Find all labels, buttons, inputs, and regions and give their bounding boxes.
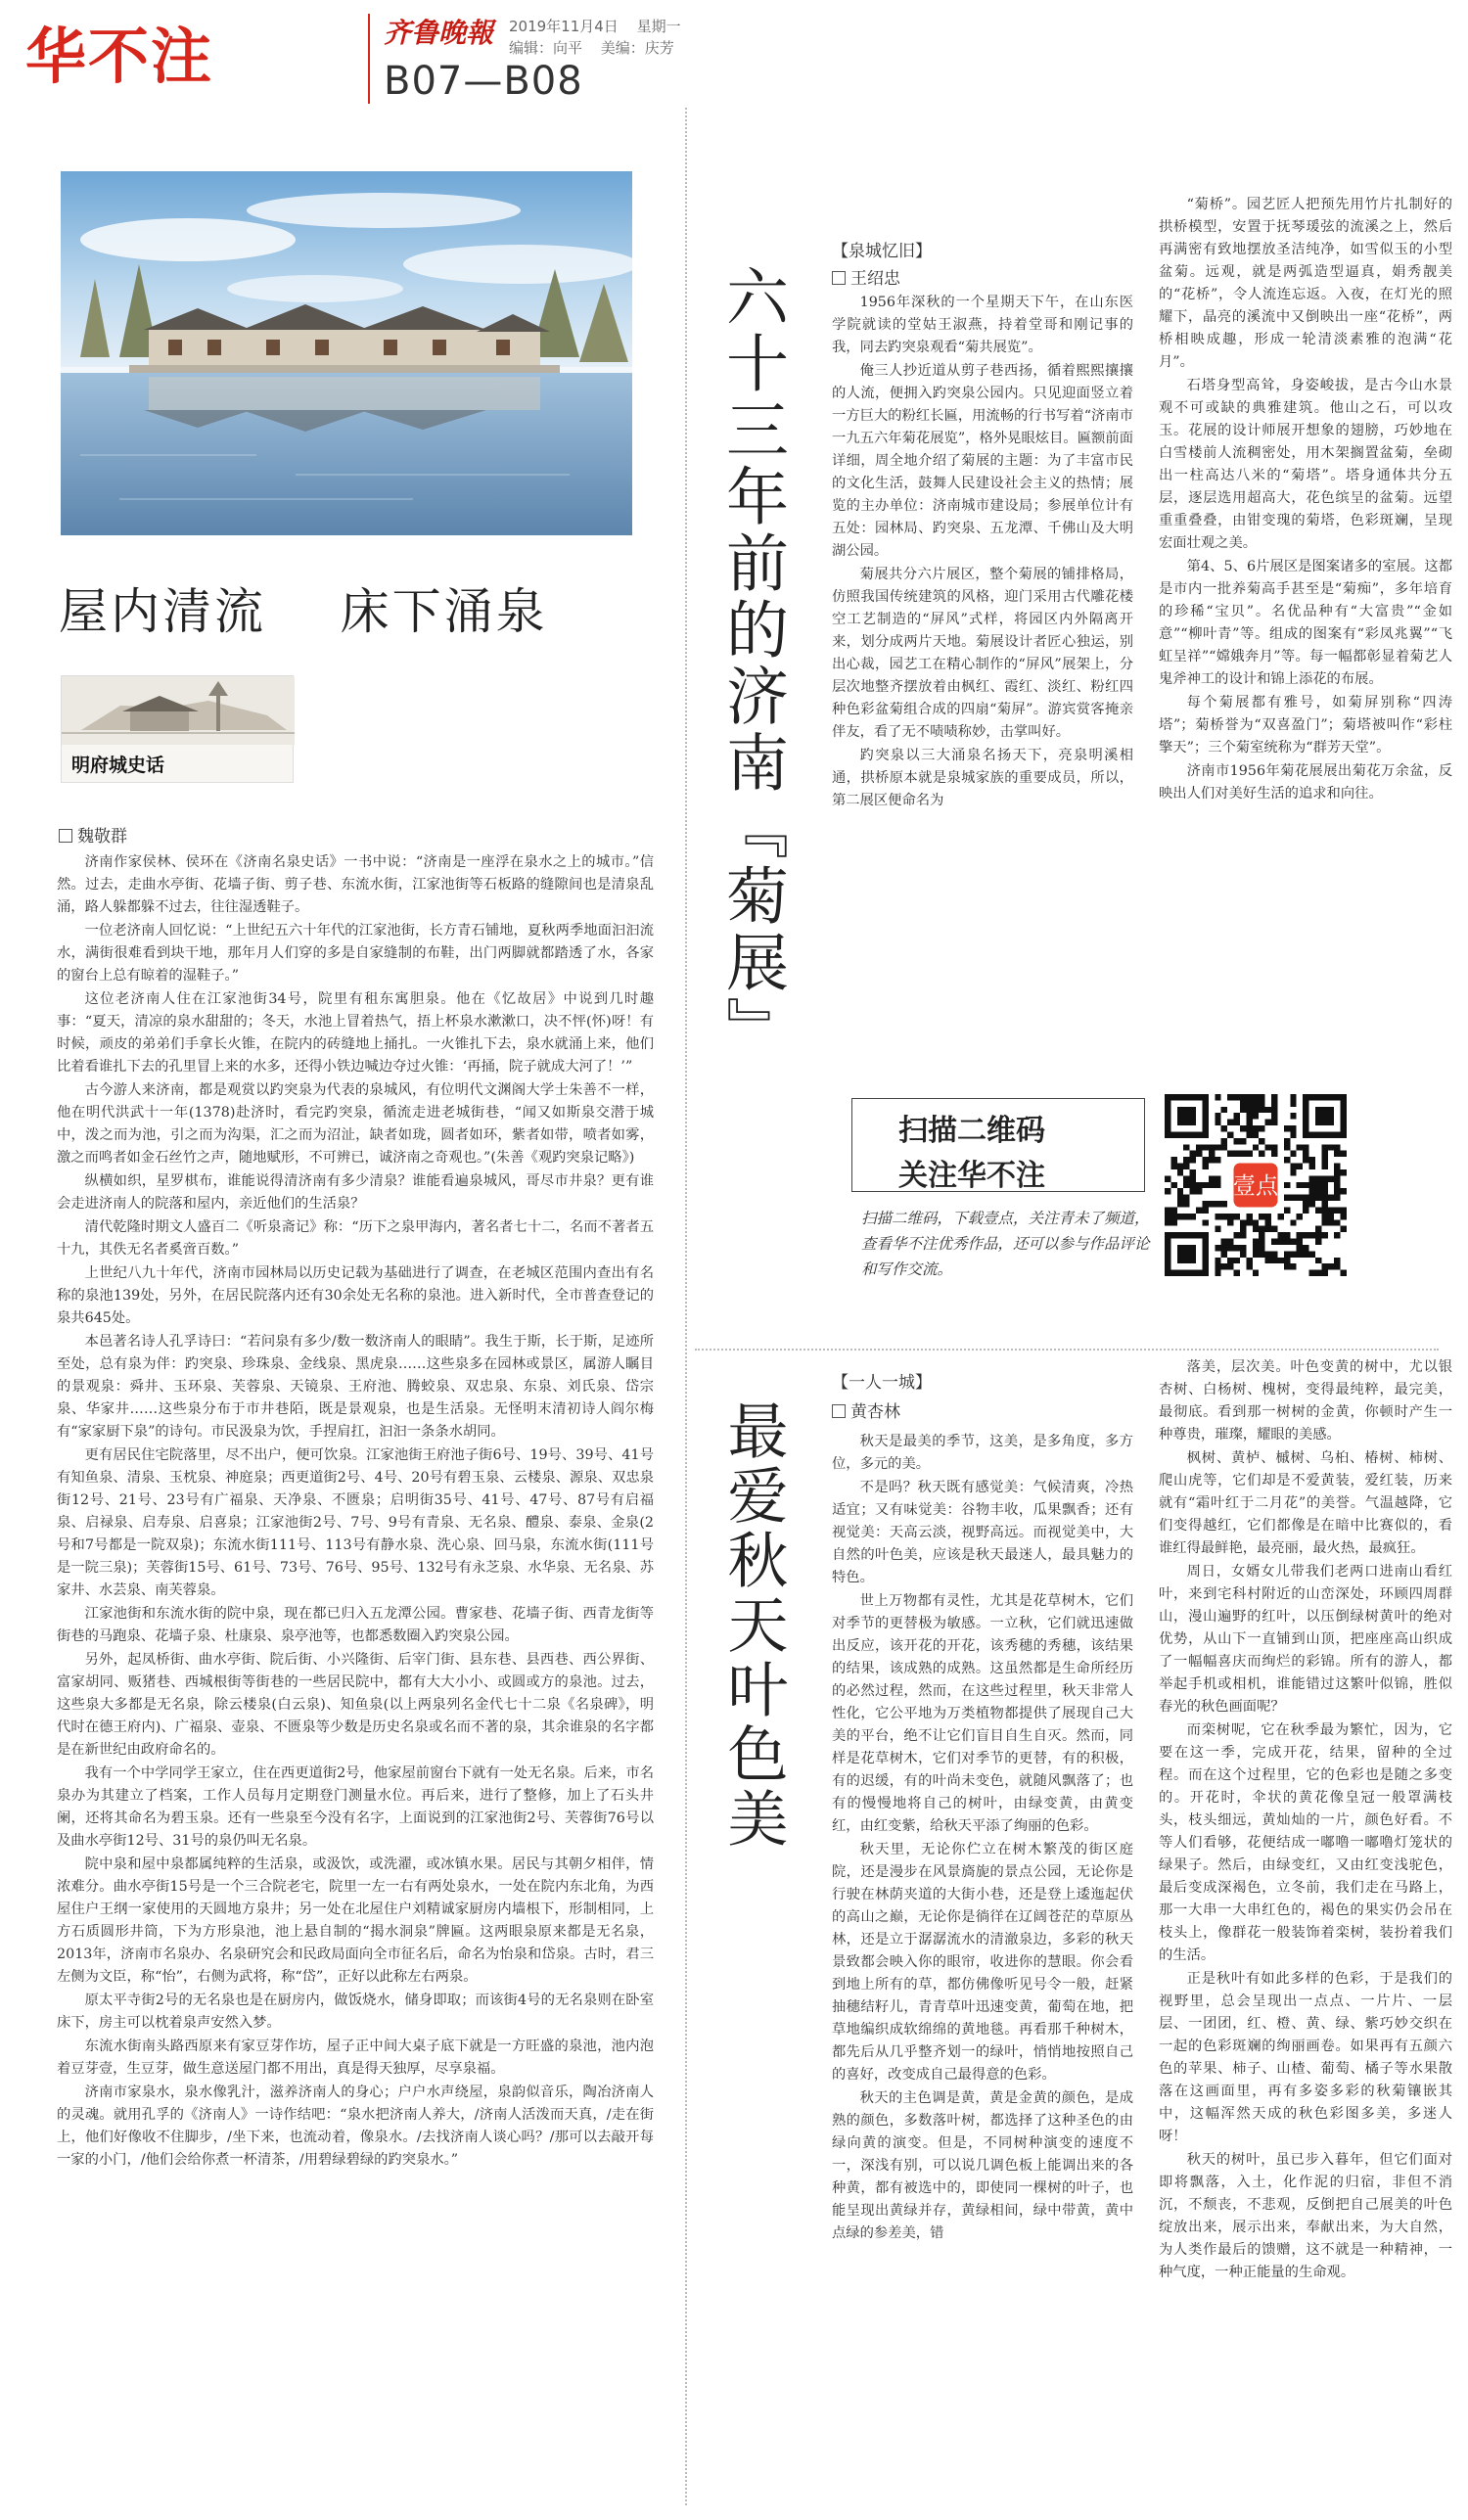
column-badge [61,675,294,783]
paragraph: 本邑著名诗人孔孚诗曰：“若问泉有多少/数一数济南人的眼睛”。我生于斯，长于斯，足迹所至处，总有泉为伴：趵突泉、珍珠泉、金线泉、黑虎泉……这些泉多在园林或景区，属游人瞩目的景观泉：舜井、玉环泉、芙蓉泉、天镜泉、王府池、腾蛟泉、双忠泉、东泉、刘氏泉、岱宗泉、华家井……这些泉分布于市井巷陌，既是景观泉，也是生活泉。无怪明末清初诗人阎尔梅有“家家厨下泉”的诗句。市民汲泉为饮，手捏肩扛，汩汩一条条水胡同。 [57,1334,654,1440]
page-range: B07—B08 [384,59,583,104]
paragraph: 1956年深秋的一个星期天下午，在山东医学院就读的堂姑王淑燕，持着堂哥和刚记事的我，同去趵突泉观看“菊共展览”。 [832,295,1133,355]
paragraph: 秋天的树叶，虽已步入暮年，但它们面对即将飘落，入土，化作泥的归宿，非但不消沉，不颓丧，不悲观，反倒把自己展美的叶色绽放出来，展示出来，奉献出来，为大自然，为人类作最后的馈赠，这不就是一种精神，一种气度，一种正能量的生命观。 [1159,2152,1452,2280]
column-badge-illustration [62,676,295,745]
paragraph: 而栾树呢，它在秋季最为繁忙，因为，它要在这一季，完成开花，结果，留种的全过程。而在这个过程里，它的色彩也是随之多变的。开花时，伞状的黄花像皇冠一般罩满枝头，枝头细远，黄灿灿的一片，颜色好看。不等人们看够，花便结成一嘟噜一嘟噜灯笼状的绿果子。然后，由绿变红，又由红变浅驼色，最后变成深褐色，立冬前，我们走在马路上，那一大串一大串红色的，褐色的果实仍会吊在枝头上，像群花一般装饰着栾树，装扮着我们的生活。 [1159,1722,1452,1963]
paragraph: 世上万物都有灵性，尤其是花草树木，它们对季节的更替极为敏感。一立秋，它们就迅速做出反应，该开花的开花，该秀穗的秀穗，该结果的结果，该成熟的成熟。这虽然都是生命所经历的必然过程，然而，在这些过程里，秋天非常人性化，它公平地为万类植物都提供了展现自己大美的平台，绝不让它们盲目自生自灭。然而，同样是花草树木，它们对季节的更替，有的积极，有的迟缓，有的叶尚未变色，就随风飘落了；也有的慢慢地将自己的树叶，由绿变黄，由黄变红，由红变紫，给秋天平添了绚丽的色彩。 [832,1593,1133,1834]
paragraph: 落美，层次美。叶色变黄的树中，尤以银杏树、白杨树、槐树，变得最纯粹，最完美，最彻底。看到那一树树的金黄，你顿时产生一种尊贵，璀璨，耀眼的美感。 [1159,1359,1452,1443]
paragraph: 东流水街南头路西原来有家豆芽作坊，屋子正中间大桌子底下就是一方旺盛的泉池，池内泡着豆芽壹，生豆芽，做生意送屋门都不用出，真是得天独厚，尽享泉福。 [57,2039,654,2077]
paragraph: 原太平寺街2号的无名泉也是在厨房内，做饭烧水，储身即取；而该街4号的无名泉则在卧室床下，房主可以枕着泉声安然入梦。 [57,1993,654,2031]
paragraph: 枫树、黄栌、槭树、乌桕、椿树、柿树、爬山虎等，它们却是不爱黄装，爱红装，历来就有“霜叶红于二月花”的美誉。气温越降，它们变得越红，它们都像是在暗中比赛似的，看谁红得最鲜艳，最亮丽，最火热，最疯狂。 [1159,1450,1452,1556]
author-name: 黄杏林 [850,1402,900,1422]
paragraph: 济南作家侯林、侯环在《济南名泉史话》一书中说：“济南是一座浮在泉水之上的城市。”信然。过去，走曲水亭街、花墙子街、剪子巷、东流水街，江家池街等石板路的缝隙间也是清泉乱涌，路人躲都躲不过去，往往湿透鞋子。 [57,854,654,915]
author-name: 魏敬群 [77,827,127,847]
byline-marker-icon [832,1404,846,1418]
article-column [1159,194,1452,1065]
paragraph: 济南市1956年菊花展展出菊花万余盆，反映出人们对美好生活的追求和向往。 [1159,763,1452,802]
newspaper-logo: 齐鲁晚報 [384,17,494,49]
paragraph: 江家池街和东流水街的院中泉，现在都已归入五龙潭公园。曹家巷、花墙子街、西青龙街等街巷的马跑泉、花墙子泉、杜康泉、泉亭池等，也都悉数圈入趵突泉公园。 [57,1606,654,1644]
author-byline [832,1397,900,1422]
paragraph: 石塔身型高耸，身姿峻拔，是古今山水景观不可或缺的典雅建筑。他山之石，可以攻玉。花展的设计师展开想象的翅膀，巧妙地在白雪楼前人流稠密处，用木架搁置盆菊，垒砌出一柱高达八米的“菊塔”。塔身通体共分五层，逐层选用超高大，花色缤呈的盆菊。远望重重叠叠，由钳变瑰的菊塔，色彩斑斓，呈现宏面壮观之美。 [1159,378,1452,551]
editor-credit: 编辑：向平 [509,39,583,57]
paragraph: 秋天里，无论你伫立在树木繁茂的街区庭院，还是漫步在风景旖旎的景点公园，无论你是行驶在林荫夹道的大街小巷，还是登上逶迤起伏的高山之巅，无论你是徜徉在辽阔苍茫的草原丛林，还是立于潺潺流水的清澈泉边，多彩的秋天景致都会映入你的眼帘，收进你的慧眼。你会看到地上所有的草，都仿佛像听见号令一般，赶紧抽穗结籽儿，青青草叶迅速变黄，葡萄在地，把草地编织成软绵绵的黄地毯。再看那千种树木，都先后从几乎整齐划一的绿叶，悄悄地按照自己的喜好，改变成自己最得意的色彩。 [832,1842,1133,2083]
column-divider [685,108,687,2505]
article-headline: 屋内清流 床下涌泉 [59,583,548,640]
byline-marker-icon [832,271,846,285]
paragraph: 古今游人来济南，都是观赏以趵突泉为代表的泉城风，有位明代文渊阁大学士朱善不一样，他在明代洪武十一年(1378)赴济时，看完趵突泉，循流走进老城街巷，“闻又如斯泉交潜于城中，泼之而为池，引之而为沟渠，汇之而为沼沚，缺者如珑，圆者如环，紫者如带，喷者如雾，激之而鸣者如金石丝竹之声，随地赋形，不可辨已，诚济南之奇观也。”(朱善《观趵突泉记略》) [57,1082,654,1166]
qr-heading: 扫描二维码 [898,1114,1045,1148]
qr-badge-label: 壹点 [1232,1173,1279,1200]
paragraph: 更有居民住宅院落里，尽不出户，便可饮泉。江家池街王府池子街6号、19号、39号、41号有知鱼泉、清泉、玉枕泉、神庭泉；西更道街2号、4号、20号有碧玉泉、云楼泉、源泉、双忠泉街12号、21号、23号有广福泉、天净泉、不匮泉；启明街35号、41号、47号、87号有启福泉、启禄泉、启寿泉、启喜泉；江家池街2号、7号、9号有青泉、无名泉、醴泉、泰泉、金泉(2号和7号都是一院双泉)；东流水街111号、113号有静水泉、洗心泉、回马泉，东流水街(111号是一院三泉)；芙蓉街15号、61号、73号、76号、95号、132号有永芝泉、水华泉、无名泉、苏家井、水芸泉、南芙蓉泉。 [57,1447,654,1598]
section-label: 【一人一城】 [832,1373,932,1393]
paragraph: 趵突泉以三大涌泉名扬天下，亮泉明溪相通，拱桥原本就是泉城家族的重要成员，所以，第二展区便命名为 [832,748,1133,808]
section-divider [695,1349,1439,1351]
paragraph: 纵横如织，星罗棋布，谁能说得清济南有多少清泉？谁能看遍泉城风，哥尽市井泉？更有谁会走进济南人的院落和屋内，亲近他们的生活泉？ [57,1173,654,1212]
article-column [1159,1356,1452,2506]
author-byline [832,264,900,289]
paragraph: 院中泉和屋中泉都属纯粹的生活泉，或汲饮，或洗濯，或冰镇水果。居民与其朝夕相伴，情浓难分。曲水亭街15号是一个三合院老宅，院里一左一右有两处泉水，一处在院内东北角，为西屋住户王纲一家使用的天圆地方泉井；另一处在北屋住户刘精诚家厨房内墙根下，形制相同，上方石质圆形井筒，下为方形泉池，池上悬自制的“揭水洞泉”牌匾。这两眼泉原来都是无名泉，2013年，济南市名泉办、名泉研究会和民政局面向全市征名后，命名为怡泉和岱泉。古时，君三左侧为文臣，称“怡”，右侧为武将，称“岱”，正好以此称左右两泉。 [57,1856,654,1985]
paragraph: 秋天是最美的季节，这美，是多角度，多方位，多元的美。 [832,1434,1133,1472]
paragraph: 济南市家泉水，泉水像乳汁，滋养济南人的身心；户户水声绕屋，泉韵似音乐，陶冶济南人的灵魂。就用孔孚的《济南人》一诗作结吧：“泉水把济南人养大，/济南人活泼而天真，/走在街上，他们好像收不住脚步，/坐下来，也流动着，像泉水。/去找济南人谈心吗？/那可以去敲开每一家的小门，/他们会给你煮一杯清茶，/用碧绿碧绿的趵突泉水。” [57,2085,654,2168]
qr-subheading: 关注华不注 [898,1159,1045,1193]
issue-date: 2019年11月4日 [509,18,619,35]
masthead-divider [368,14,370,104]
paragraph: “菊桥”。园艺匠人把预先用竹片扎制好的拱桥模型，安置于抚琴瑗弦的流溪之上，然后再满密有致地摆放圣洁纯净，如雪似玉的小型盆菊。远观，就是两弧造型逼真，娟秀靓美的“花桥”，令人流连忘返。入夜，在灯光的照耀下，晶亮的溪流中又倒映出一座“花桥”，两桥相映成趣，形成一轮清淡素雅的泡满“花月”。 [1159,197,1452,370]
paragraph: 这位老济南人住在江家池街34号，院里有租东寓胆泉。他在《忆故居》中说到几时趣事：“夏天，清凉的泉水甜甜的；冬天，水池上冒着热气，捂上杯泉水漱漱口，决不怦(怀)呀！有时候，顽皮的弟弟们手拿长火锥，在院内的砖缝地上捅扎。一火锥扎下去，泉水就涌上来，他们比着看谁扎下去的孔里冒上来的水多，还得小铁边喊边夺过火锥：‘再捅，院子就成大河了！’” [57,991,654,1075]
author-byline [59,822,127,847]
paragraph: 每个菊展都有雅号，如菊屏别称“四涛塔”；菊桥誉为“双喜盈门”；菊塔被叫作“彩柱擎天”；三个菊室统称为“群芳天堂”。 [1159,695,1452,756]
paragraph: 不是吗？秋天既有感觉美：气候清爽，冷热适宜；又有味觉美：谷物丰收，瓜果飘香；还有视觉美：天高云淡，视野高远。而视觉美中，大自然的叶色美，应该是秋天最迷人，最具魅力的特色。 [832,1480,1133,1585]
column-name: 明府城史话 [71,755,165,776]
author-name: 王绍忠 [850,269,900,289]
designer-credit: 美编：庆芳 [600,39,674,57]
autumn-headline: 最爱秋天叶色美 [717,1399,789,1852]
paragraph: 我有一个中学同学王家立，住在西更道街2号，他家屋前窗台下就有一处无名泉。后来，市名泉办为其建立了档案，工作人员每月定期登门测量水位。再后来，进行了整修，加上了石头井阑，还将其命名为碧玉泉。还有一些泉至今没有名字，上面说到的江家池街2号、芙蓉街76号以及曲水亭街12号、31号的泉仍叫无名泉。 [57,1765,654,1849]
paragraph: 周日，女婿女儿带我们老两口进南山看红叶，来到宅科村附近的山峦深处，环顾四周群山，漫山遍野的红叶，以压倒绿树黄叶的绝对优势，从山下一直铺到山顶，把座座高山织成了一幅幅喜庆而绚烂的彩锦。所有的游人，都举起手机或相机，谁能错过这繁叶似锦，胜似春光的秋色画面呢？ [1159,1564,1452,1715]
paragraph: 秋天的主色调是黄，黄是金黄的颜色，是成熟的颜色，多数落叶树，都选择了这种圣色的由绿向黄的演变。但是，不同树种演变的速度不一，深浅有别，可以说几调色板上能调出来的各种黄，都有被选中的，即使同一棵树的叶子，也能呈现出黄绿并存，黄绿相间，绿中带黄，黄中点绿的参差美，错 [832,2090,1133,2241]
byline-marker-icon [59,829,72,843]
qr-description: 扫描二维码，下载壹点，关注青未了频道，查看华不注优秀作品，还可以参与作品评论和写作交流。 [861,1210,1150,1278]
paragraph: 另外，起凤桥街、曲水亭街、院后街、小兴隆街、后宰门街、县东巷、县西巷、西公界街、富家胡同、贩猪巷、西城根街等街巷的一些居民院中，都有大大小小、或圆或方的泉池。过去，这些泉大多都是无名泉，除云楼泉(白云泉)、知鱼泉(以上两泉列名金代七十二泉《名泉碑》，明代时在德王府内)、广福泉、壶泉、不匮泉等少数是历史名泉或名而不著的泉，其余谁泉的名字都是在新世纪由政府命名的。 [57,1652,654,1758]
paragraph: 正是秋叶有如此多样的色彩，于是我们的视野里，总会呈现出一点点、一片片、一层层、一团团，红、橙、黄、绿、紫巧妙交织在一起的色彩斑斓的绚丽画卷。如果再有五颜六色的苹果、柿子、山楂、葡萄、橘子等水果散落在这画面里，再有多姿多彩的秋菊镶嵌其中，这幅浑然天成的秋色彩图多美，多迷人呀！ [1159,1971,1452,2144]
article-column [832,1431,1133,2502]
paragraph: 俺三人抄近道从剪子巷西扬，循着熙熙攘攘的人流，便拥入趵突泉公园内。只见迎面竖立着一方巨大的粉红长匾，用流畅的行书写着“济南市一九五六年菊花展览”，格外晃眼炫目。匾额前面详细，周全地介绍了菊展的主题：为了丰富市民的文化生活，鼓舞人民建设社会主义的热情；展览的主办单位：济南城市建设局；参展单位计有五处：园林局、趵突泉、五龙潭、千佛山及大明湖公园。 [832,363,1133,559]
article-body [57,851,654,2515]
chrysanthemum-headline: 六十三年前的济南『菊展』 [715,264,788,1063]
paragraph: 上世纪八九十年代，济南市园林局以历史记载为基础进行了调查，在老城区范围内查出有名称的泉池139处，另外，在居民院落内还有30余处无名称的泉池。进入新时代，全市普查登记的泉共645处。 [57,1265,654,1326]
issue-weekday: 星期一 [636,18,681,35]
paragraph: 第4、5、6片展区是图案诸多的室展。这都是市内一批养菊高手甚至是“菊痴”，多年培育的珍稀“宝贝”。名优品种有“大富贵”“金如意”“柳叶青”等。组成的图案有“彩凤兆翼”“飞虹呈祥”“嫦娥奔月”等。每一幅都彰显着菊艺人鬼斧神工的设计和锦上添花的布展。 [1159,559,1452,687]
article-column [832,292,1133,1075]
paragraph: 一位老济南人回忆说：“上世纪五六十年代的江家池街，长方青石铺地，夏秋两季地面汩汩流水，满街很难看到块干地，那年月人们穿的多是自家缝制的布鞋，出门两脚就都踏透了水，各家的窗台上总有晾着的湿鞋子。” [57,923,654,984]
paragraph: 清代乾隆时期文人盛百二《听泉斋记》称：“历下之泉甲海内，著名者七十二，名而不著者五十九，其佚无名者奚啻百数。” [57,1219,654,1258]
article-photo [61,171,632,535]
qr-code-icon[interactable] [1165,1094,1347,1276]
issue-meta [509,16,695,59]
section-label: 【泉城忆旧】 [832,242,932,261]
paragraph: 菊展共分六片展区，整个菊展的铺排格局，仿照我国传统建筑的风格，迎门采用古代雕花楼空工艺制造的“屏风”式样，将园区内外隔离开来，划分成两片天地。菊展设计者匠心独运，别出心裁，园艺工在精心制作的“屏风”展架上，分层次地整齐摆放着由枫红、霞红、淡红、粉红四种色彩盆菊组合成的四扇“菊屏”。游宾赏客掩亲伴友，看了无不啧啧称妙，击掌叫好。 [832,567,1133,740]
section-title: 华不注 [25,21,214,92]
